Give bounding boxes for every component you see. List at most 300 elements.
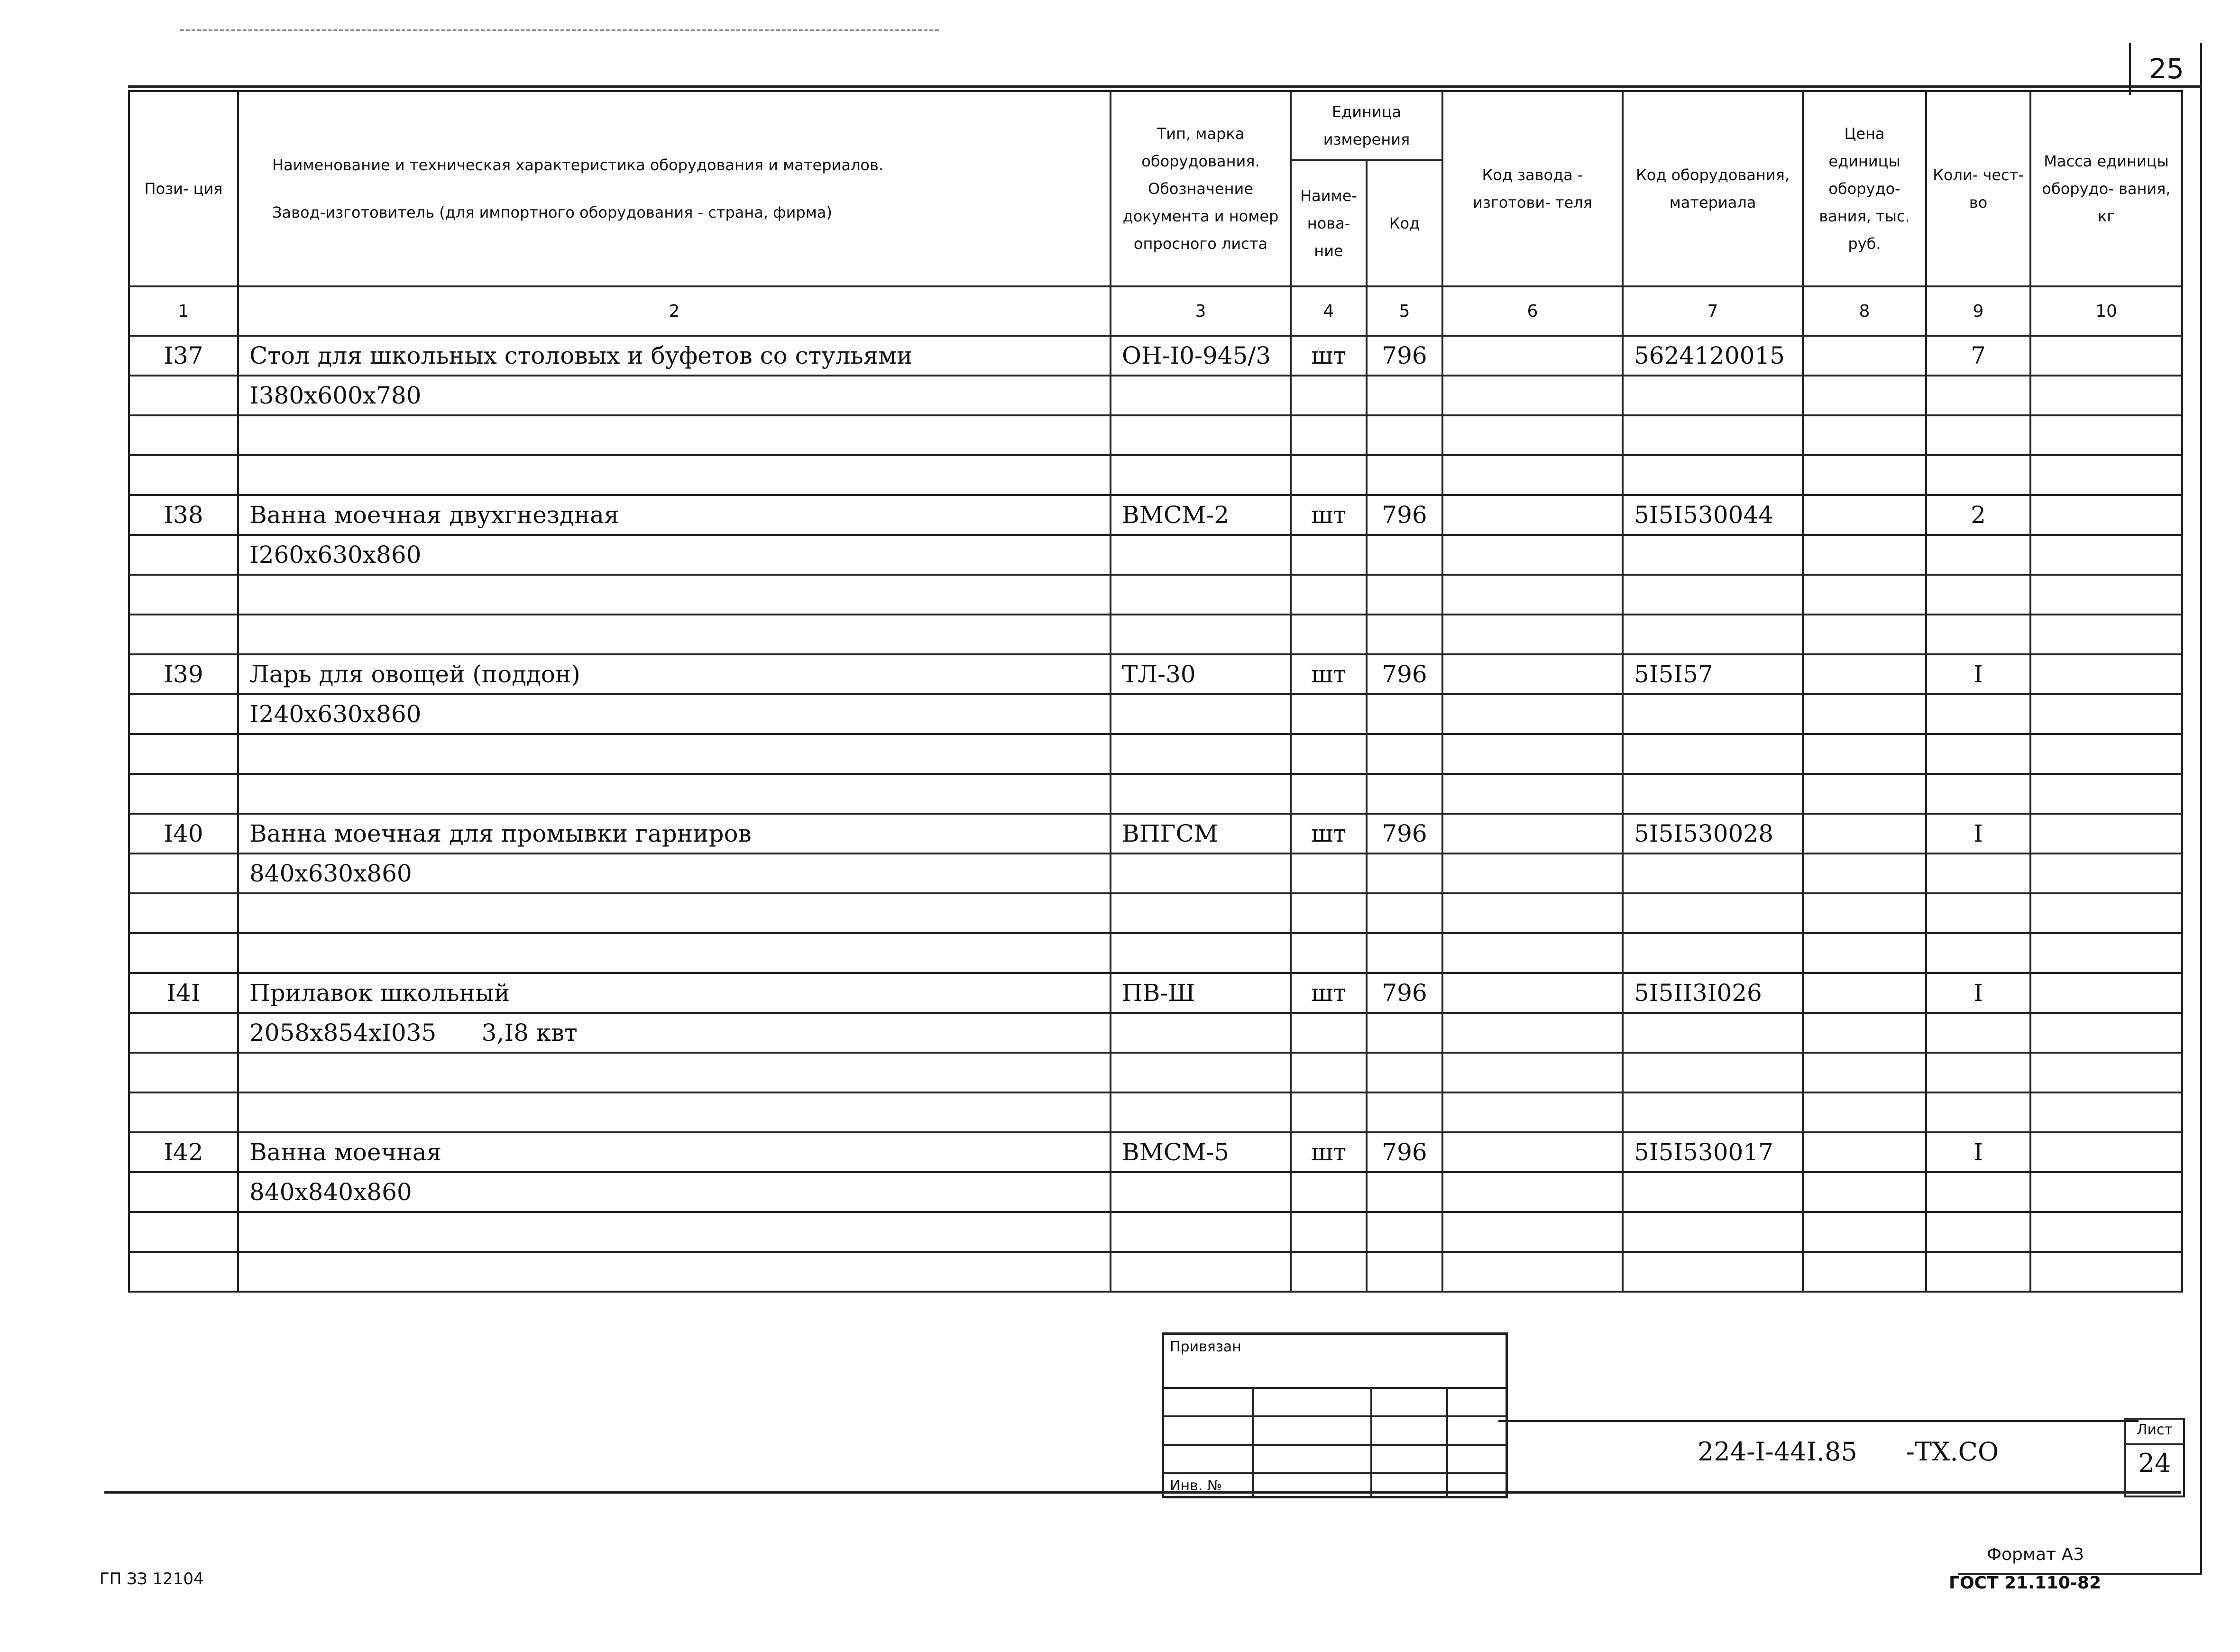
item-unit: шт [1291, 814, 1367, 854]
item-quantity: I [1926, 1132, 2030, 1172]
empty-cell [2030, 615, 2182, 654]
col-num: 4 [1291, 286, 1367, 336]
table-row [129, 615, 2182, 654]
item-equipment-code: 5I5I530017 [1623, 1132, 1803, 1172]
empty-cell [1367, 615, 1442, 654]
empty-cell [2030, 734, 2182, 774]
item-equipment-code: 5I5I530044 [1623, 495, 1803, 535]
item-quantity: 7 [1926, 336, 2030, 376]
empty-cell [2030, 1092, 2182, 1132]
frame-right [2200, 43, 2202, 1574]
empty-cell [1803, 535, 1926, 575]
empty-cell [1623, 893, 1803, 933]
item-quantity: I [1926, 814, 2030, 854]
empty-cell [129, 1092, 238, 1132]
item-mass [2030, 336, 2182, 376]
empty-cell [1291, 1092, 1367, 1132]
header-unit-name: Наиме-нова-ние [1291, 160, 1367, 286]
empty-cell [1442, 415, 1623, 455]
table-row [129, 973, 2182, 1013]
header-row [129, 91, 2182, 160]
empty-cell [1926, 734, 2030, 774]
item-type: ВМСМ-5 [1111, 1132, 1291, 1172]
item-unit-code: 796 [1367, 973, 1442, 1013]
empty-cell [1291, 1172, 1367, 1212]
footer-code: ГП ЗЗ 12104 [100, 1569, 204, 1588]
empty-cell [238, 415, 1111, 455]
item-position: I38 [129, 495, 238, 535]
table-row [129, 1092, 2182, 1132]
empty-cell [238, 1053, 1111, 1092]
empty-cell [1442, 854, 1623, 893]
empty-cell [1803, 1172, 1926, 1212]
empty-cell [129, 1172, 238, 1212]
col-num: 7 [1623, 286, 1803, 336]
empty-cell [1803, 694, 1926, 734]
stamp-line [1370, 1389, 1372, 1496]
empty-cell [1367, 455, 1442, 495]
empty-cell [1803, 1252, 1926, 1292]
item-price [1803, 814, 1926, 854]
empty-cell [2030, 1013, 2182, 1053]
table-row [129, 336, 2182, 376]
item-mass [2030, 1132, 2182, 1172]
empty-cell [1111, 615, 1291, 654]
table-row [129, 893, 2182, 933]
empty-cell [1291, 575, 1367, 615]
empty-cell [1442, 455, 1623, 495]
item-unit: шт [1291, 973, 1367, 1013]
empty-cell [1623, 1252, 1803, 1292]
item-factory-code [1442, 654, 1623, 694]
stamp-line [1252, 1389, 1254, 1496]
col-num: 3 [1111, 286, 1291, 336]
header-unit: Единица измерения [1291, 91, 1442, 160]
empty-cell [1926, 376, 2030, 415]
item-price [1803, 495, 1926, 535]
item-type: ВПГСМ [1111, 814, 1291, 854]
item-mass [2030, 654, 2182, 694]
sheet-number: 24 [2138, 1448, 2171, 1478]
empty-cell [1926, 774, 2030, 814]
empty-cell [1367, 1092, 1442, 1132]
item-unit-code: 796 [1367, 654, 1442, 694]
empty-cell [2030, 535, 2182, 575]
empty-cell [129, 1053, 238, 1092]
empty-cell [1442, 694, 1623, 734]
table-row [129, 654, 2182, 694]
col-num: 1 [129, 286, 238, 336]
item-equipment-code: 5624120015 [1623, 336, 1803, 376]
empty-cell [1623, 734, 1803, 774]
item-price [1803, 1132, 1926, 1172]
empty-cell [1442, 774, 1623, 814]
item-factory-code [1442, 1132, 1623, 1172]
empty-cell [1367, 376, 1442, 415]
table-row [129, 376, 2182, 415]
header-equipment-code: Код оборудования, материала [1623, 91, 1803, 286]
empty-cell [129, 376, 238, 415]
empty-cell [1926, 615, 2030, 654]
empty-cell [1367, 535, 1442, 575]
stamp-line [1164, 1472, 1506, 1474]
empty-cell [1291, 1252, 1367, 1292]
format-label: Формат А3 [1987, 1545, 2084, 1564]
col-num: 8 [1803, 286, 1926, 336]
table-row [129, 734, 2182, 774]
table-row [129, 1132, 2182, 1172]
table-row [129, 933, 2182, 973]
empty-cell [1367, 734, 1442, 774]
col-num: 2 [238, 286, 1111, 336]
empty-cell [129, 455, 238, 495]
empty-cell [1803, 933, 1926, 973]
empty-cell [1111, 734, 1291, 774]
table-row [129, 1172, 2182, 1212]
empty-cell [1803, 893, 1926, 933]
item-quantity: I [1926, 654, 2030, 694]
item-quantity: I [1926, 973, 2030, 1013]
empty-cell [2030, 1252, 2182, 1292]
item-dimensions: I260x630x860 [238, 535, 1111, 575]
item-dimensions: 2058x854xI035 3,I8 квт [238, 1013, 1111, 1053]
empty-cell [1111, 933, 1291, 973]
empty-cell [1803, 1212, 1926, 1252]
empty-cell [1291, 694, 1367, 734]
empty-cell [238, 1092, 1111, 1132]
empty-cell [1623, 1172, 1803, 1212]
empty-cell [129, 1212, 238, 1252]
empty-cell [1291, 615, 1367, 654]
empty-cell [1111, 376, 1291, 415]
empty-cell [2030, 1212, 2182, 1252]
empty-cell [1111, 694, 1291, 734]
empty-cell [1926, 854, 2030, 893]
item-factory-code [1442, 973, 1623, 1013]
empty-cell [1442, 376, 1623, 415]
empty-cell [1926, 893, 2030, 933]
column-number-row [129, 286, 2182, 336]
item-factory-code [1442, 495, 1623, 535]
empty-cell [1111, 1053, 1291, 1092]
item-dimensions: I240x630x860 [238, 694, 1111, 734]
table-row [129, 495, 2182, 535]
header-quantity: Коли- чест- во [1926, 91, 2030, 286]
stamp-attached-label: Привязан [1170, 1339, 1241, 1355]
empty-cell [2030, 854, 2182, 893]
empty-cell [1623, 1212, 1803, 1252]
empty-cell [2030, 376, 2182, 415]
gost-label: ГОСТ 21.110-82 [1949, 1573, 2102, 1593]
stamp-line [1164, 1444, 1506, 1446]
empty-cell [1291, 854, 1367, 893]
empty-cell [129, 774, 238, 814]
item-name: Ванна моечная для промывки гарниров [238, 814, 1111, 854]
sheet-box [2124, 1418, 2185, 1497]
empty-cell [129, 575, 238, 615]
empty-cell [1291, 1212, 1367, 1252]
empty-cell [1442, 1053, 1623, 1092]
empty-cell [1926, 1252, 2030, 1292]
empty-cell [1367, 1172, 1442, 1212]
empty-cell [1291, 734, 1367, 774]
item-dimensions: I380x600x780 [238, 376, 1111, 415]
page-number: 25 [2129, 43, 2202, 95]
empty-cell [1111, 575, 1291, 615]
empty-cell [1623, 1013, 1803, 1053]
empty-cell [2030, 1172, 2182, 1212]
col-num: 10 [2030, 286, 2182, 336]
item-mass [2030, 973, 2182, 1013]
empty-cell [1926, 1212, 2030, 1252]
empty-cell [1367, 893, 1442, 933]
empty-cell [1291, 1013, 1367, 1053]
empty-cell [1367, 1013, 1442, 1053]
equipment-spec-table [128, 90, 2183, 1293]
item-factory-code [1442, 814, 1623, 854]
empty-cell [238, 1212, 1111, 1252]
header-mass: Масса единицы оборудо- вания, кг [2030, 91, 2182, 286]
empty-cell [1111, 415, 1291, 455]
table-row [129, 575, 2182, 615]
header-type: Тип, марка оборудования. Обозначение документа и номер опросного листа [1111, 91, 1291, 286]
item-name: Прилавок школьный [238, 973, 1111, 1013]
empty-cell [1111, 1092, 1291, 1132]
table-row [129, 774, 2182, 814]
stamp-inv-label: Инв. № [1170, 1478, 1222, 1494]
empty-cell [129, 535, 238, 575]
empty-cell [1623, 854, 1803, 893]
empty-cell [1111, 854, 1291, 893]
header-price: Цена единицы оборудо- вания, тыс. руб. [1803, 91, 1926, 286]
empty-cell [1803, 774, 1926, 814]
empty-cell [1291, 933, 1367, 973]
empty-cell [1442, 1212, 1623, 1252]
item-name: Стол для школьных столовых и буфетов со стульями [238, 336, 1111, 376]
empty-cell [1442, 1252, 1623, 1292]
empty-cell [1926, 933, 2030, 973]
empty-cell [129, 615, 238, 654]
table-row [129, 854, 2182, 893]
empty-cell [2030, 893, 2182, 933]
table-row [129, 535, 2182, 575]
empty-cell [1111, 1252, 1291, 1292]
empty-cell [129, 415, 238, 455]
item-dimensions: 840x630x860 [238, 854, 1111, 893]
empty-cell [238, 734, 1111, 774]
empty-cell [1367, 1212, 1442, 1252]
empty-cell [1623, 415, 1803, 455]
empty-cell [1623, 455, 1803, 495]
item-position: I4I [129, 973, 238, 1013]
empty-cell [1926, 575, 2030, 615]
sheet-label: Лист [2126, 1422, 2183, 1445]
item-name: Ванна моечная [238, 1132, 1111, 1172]
item-type: ТЛ-30 [1111, 654, 1291, 694]
empty-cell [1623, 1053, 1803, 1092]
stamp-line [1164, 1415, 1506, 1417]
empty-cell [129, 893, 238, 933]
header-unit-code: Код [1367, 160, 1442, 286]
empty-cell [238, 933, 1111, 973]
empty-cell [1803, 415, 1926, 455]
top-border [128, 85, 2200, 88]
doc-code-line [1498, 1420, 2139, 1422]
empty-cell [1367, 933, 1442, 973]
empty-cell [1926, 1172, 2030, 1212]
header-factory-code: Код завода - изготови- теля [1442, 91, 1623, 286]
empty-cell [1803, 1092, 1926, 1132]
col-num: 5 [1367, 286, 1442, 336]
empty-cell [1367, 575, 1442, 615]
empty-cell [1367, 1053, 1442, 1092]
empty-cell [1442, 933, 1623, 973]
empty-cell [1442, 535, 1623, 575]
table-row [129, 694, 2182, 734]
table-row [129, 415, 2182, 455]
empty-cell [1803, 734, 1926, 774]
empty-cell [238, 774, 1111, 814]
empty-cell [129, 694, 238, 734]
empty-cell [1367, 774, 1442, 814]
table-row [129, 1053, 2182, 1092]
empty-cell [1291, 1053, 1367, 1092]
empty-cell [1623, 933, 1803, 973]
item-unit-code: 796 [1367, 1132, 1442, 1172]
empty-cell [1367, 854, 1442, 893]
item-factory-code [1442, 336, 1623, 376]
table-row [129, 814, 2182, 854]
item-unit-code: 796 [1367, 336, 1442, 376]
empty-cell [1111, 774, 1291, 814]
header-name: Наименование и техническая характеристика оборудования и материалов. Завод-изготовитель (для импортного оборудования - страна, фирма) [238, 91, 1111, 286]
empty-cell [1442, 1013, 1623, 1053]
empty-cell [1623, 615, 1803, 654]
empty-cell [1111, 893, 1291, 933]
empty-cell [1803, 1053, 1926, 1092]
empty-cell [1926, 694, 2030, 734]
empty-cell [1926, 1013, 2030, 1053]
item-mass [2030, 495, 2182, 535]
empty-cell [1291, 774, 1367, 814]
empty-cell [1803, 854, 1926, 893]
empty-cell [2030, 1053, 2182, 1092]
empty-cell [1442, 615, 1623, 654]
empty-cell [1111, 1013, 1291, 1053]
empty-cell [1623, 1092, 1803, 1132]
empty-cell [2030, 694, 2182, 734]
empty-cell [1291, 376, 1367, 415]
bottom-border [104, 1491, 2181, 1494]
empty-cell [1442, 893, 1623, 933]
item-unit: шт [1291, 495, 1367, 535]
scan-smudge [180, 29, 939, 31]
item-unit-code: 796 [1367, 814, 1442, 854]
empty-cell [1926, 1092, 2030, 1132]
empty-cell [1926, 535, 2030, 575]
empty-cell [1111, 1172, 1291, 1212]
item-unit-code: 796 [1367, 495, 1442, 535]
empty-cell [2030, 933, 2182, 973]
item-name: Ларь для овощей (поддон) [238, 654, 1111, 694]
table-row [129, 1013, 2182, 1053]
item-position: I42 [129, 1132, 238, 1172]
empty-cell [1926, 1053, 2030, 1092]
empty-cell [1291, 455, 1367, 495]
empty-cell [2030, 575, 2182, 615]
item-quantity: 2 [1926, 495, 2030, 535]
stamp-line [1164, 1387, 1506, 1389]
empty-cell [1926, 415, 2030, 455]
empty-cell [1442, 1092, 1623, 1132]
table-row [129, 455, 2182, 495]
item-equipment-code: 5I5II3I026 [1623, 973, 1803, 1013]
empty-cell [1442, 734, 1623, 774]
empty-cell [1291, 415, 1367, 455]
item-unit: шт [1291, 336, 1367, 376]
empty-cell [1623, 575, 1803, 615]
empty-cell [1803, 615, 1926, 654]
item-position: I40 [129, 814, 238, 854]
document-code: 224-I-44I.85 -ТХ.СО [1698, 1437, 1999, 1467]
empty-cell [2030, 455, 2182, 495]
empty-cell [1367, 1252, 1442, 1292]
item-dimensions: 840x840x860 [238, 1172, 1111, 1212]
attachment-stamp [1162, 1332, 1508, 1498]
empty-cell [1111, 455, 1291, 495]
empty-cell [1623, 535, 1803, 575]
empty-cell [238, 1252, 1111, 1292]
empty-cell [238, 575, 1111, 615]
empty-cell [2030, 415, 2182, 455]
empty-cell [2030, 774, 2182, 814]
empty-cell [1111, 535, 1291, 575]
empty-cell [1623, 774, 1803, 814]
empty-cell [1291, 535, 1367, 575]
item-name: Ванна моечная двухгнездная [238, 495, 1111, 535]
empty-cell [1803, 455, 1926, 495]
empty-cell [129, 933, 238, 973]
empty-cell [238, 893, 1111, 933]
empty-cell [1442, 575, 1623, 615]
table-row [129, 1212, 2182, 1252]
empty-cell [1623, 694, 1803, 734]
empty-cell [1111, 1212, 1291, 1252]
empty-cell [1367, 694, 1442, 734]
empty-cell [1623, 376, 1803, 415]
header-position: Пози- ция [129, 91, 238, 286]
empty-cell [1291, 893, 1367, 933]
table-row [129, 1252, 2182, 1292]
empty-cell [1926, 455, 2030, 495]
item-type: ПВ-Ш [1111, 973, 1291, 1013]
item-equipment-code: 5I5I57 [1623, 654, 1803, 694]
empty-cell [129, 734, 238, 774]
item-mass [2030, 814, 2182, 854]
col-num: 9 [1926, 286, 2030, 336]
item-unit: шт [1291, 1132, 1367, 1172]
item-position: I37 [129, 336, 238, 376]
empty-cell [1367, 415, 1442, 455]
item-type: ВМСМ-2 [1111, 495, 1291, 535]
item-equipment-code: 5I5I530028 [1623, 814, 1803, 854]
item-unit: шт [1291, 654, 1367, 694]
item-price [1803, 654, 1926, 694]
item-price [1803, 973, 1926, 1013]
empty-cell [1803, 575, 1926, 615]
empty-cell [238, 615, 1111, 654]
empty-cell [1442, 1172, 1623, 1212]
